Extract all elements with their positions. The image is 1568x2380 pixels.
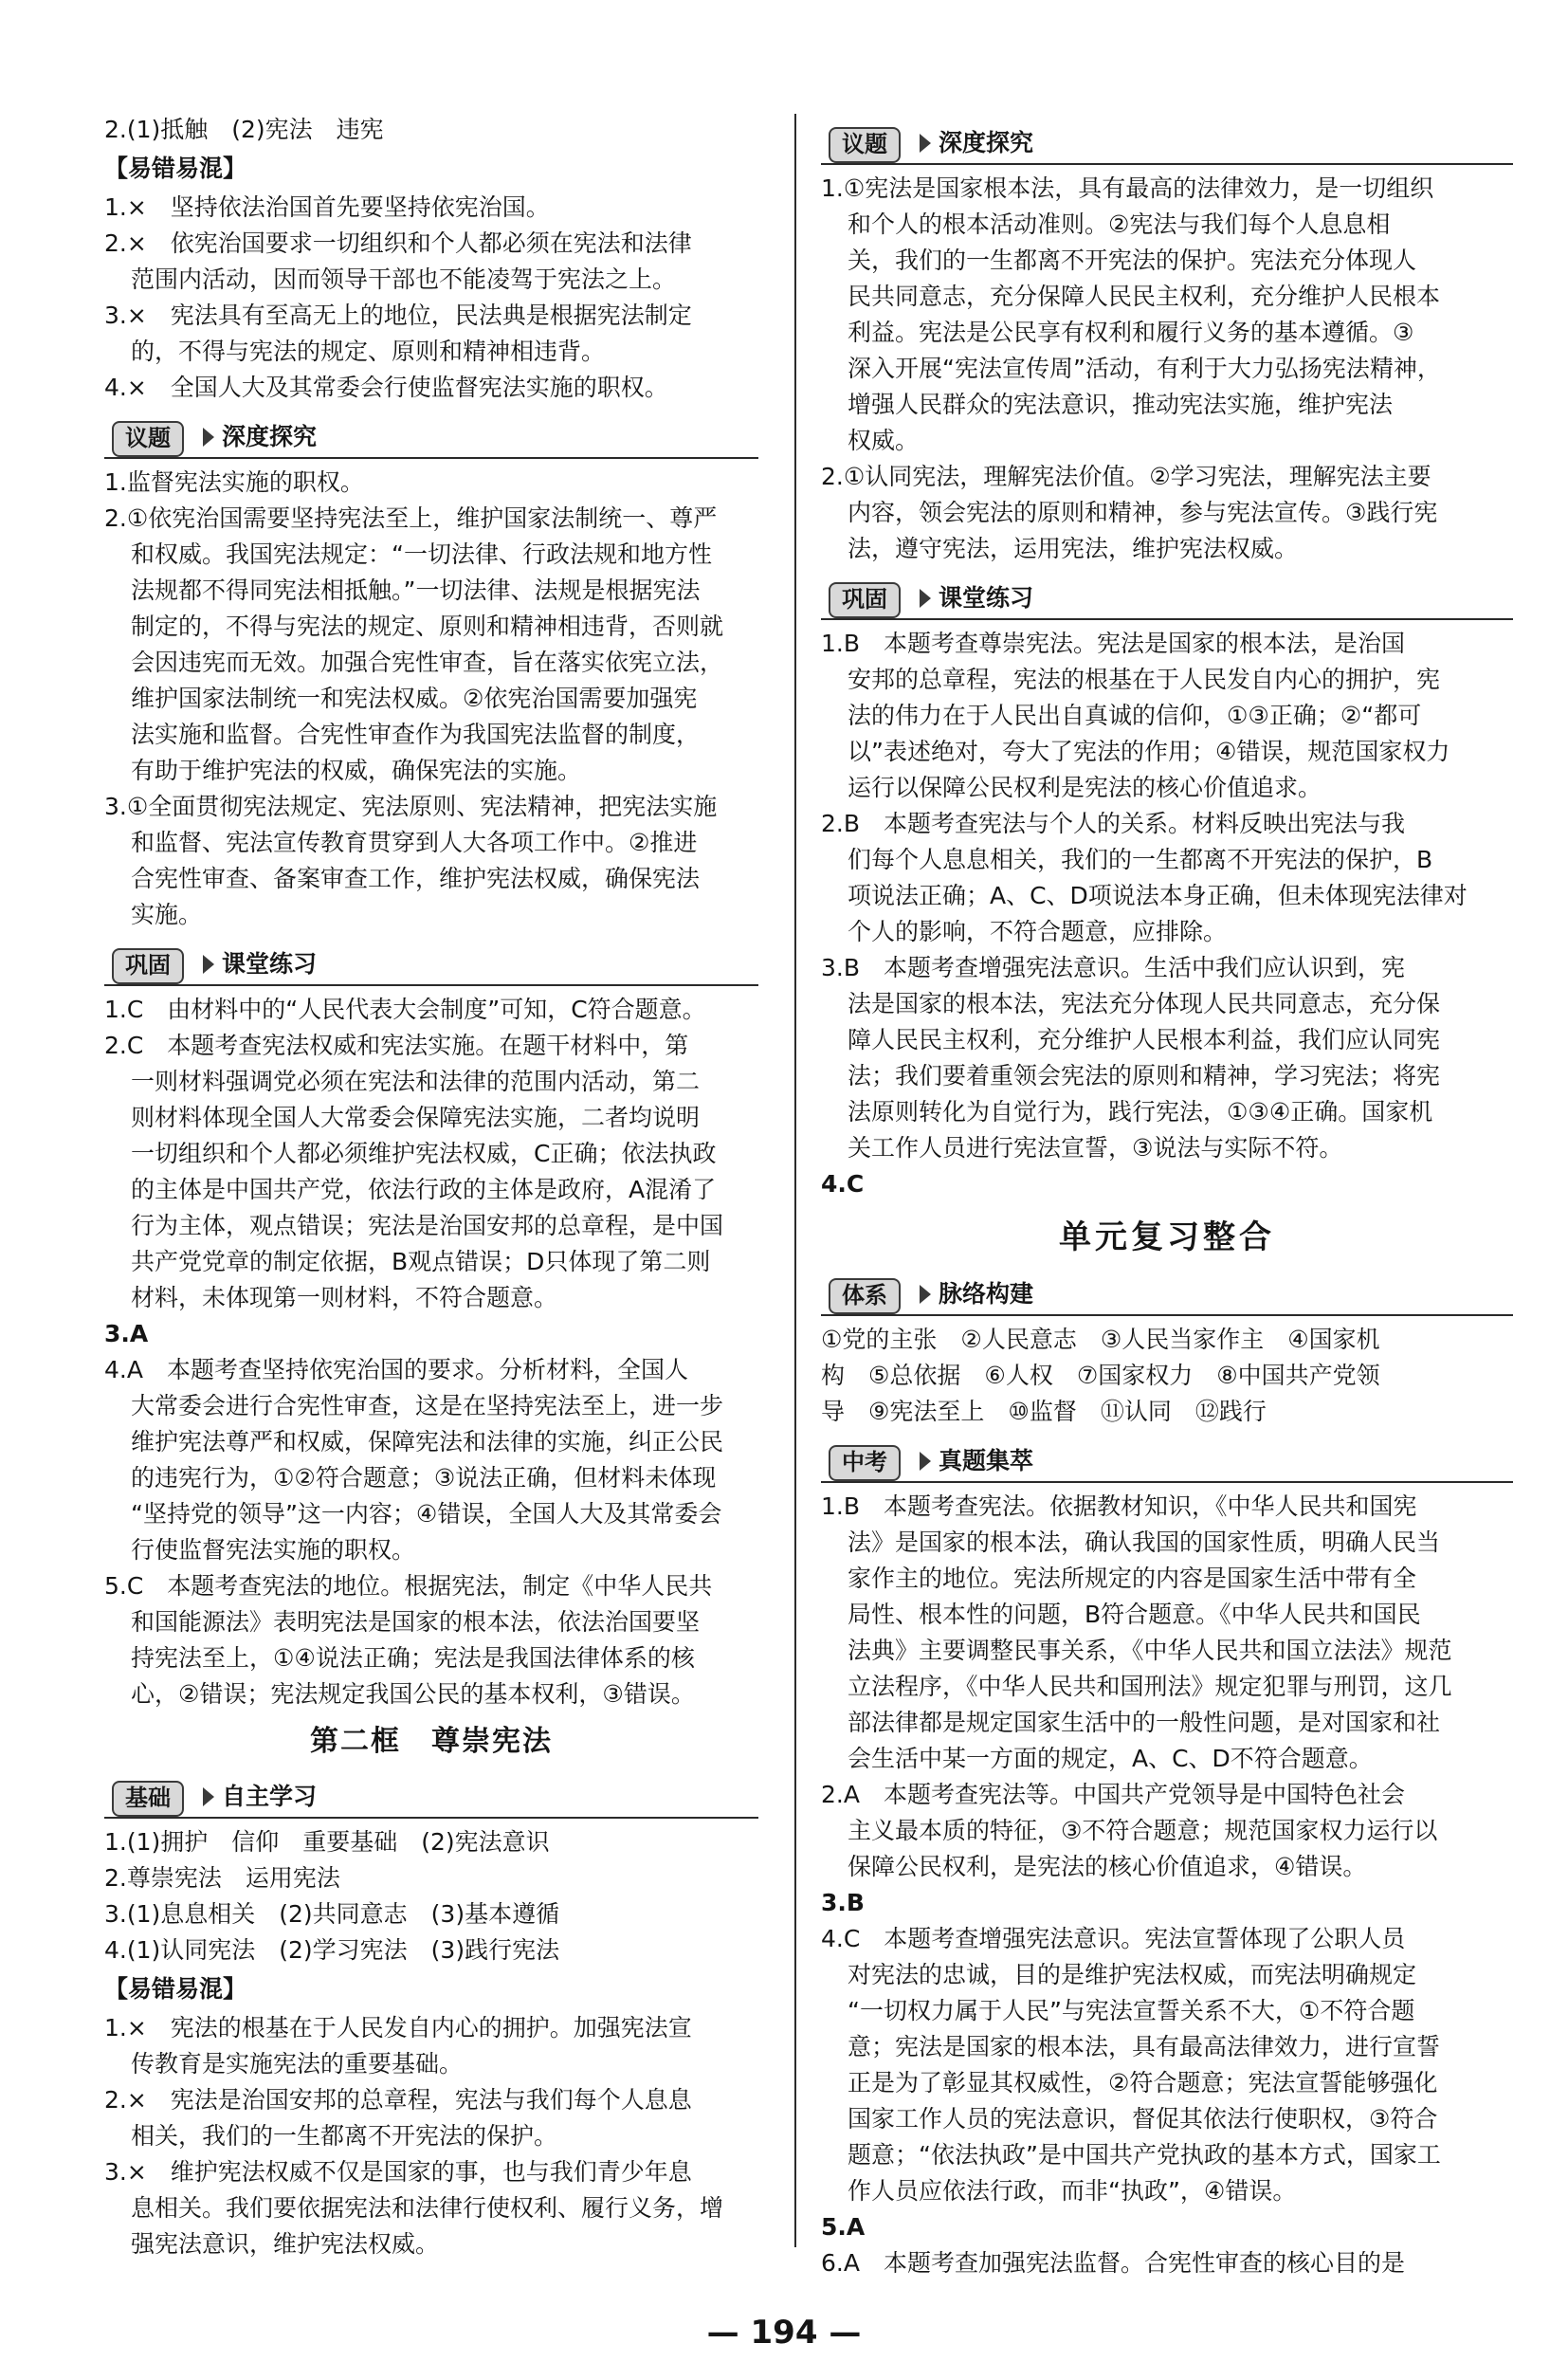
answer-line: 2.× 依宪治国要求一切组织和个人都必须在宪法和法律: [104, 229, 692, 257]
practice-list-2: [821, 626, 1513, 1202]
answer-line: 6.A 本题考查加强宪法监督。合宪性审查的核心目的是: [821, 2249, 1405, 2277]
header-title: 真题集萃: [939, 1447, 1034, 1474]
answer-line: 法原则转化为自觉行为，践行宪法，①③④正确。国家机: [848, 1098, 1433, 1126]
answer-line: 个人的影响，不符合题意，应排除。: [848, 918, 1228, 945]
answer-line: 家作主的地位。宪法所规定的内容是国家生活中带有全: [848, 1565, 1417, 1592]
answer-line: 国家工作人员的宪法意识，督促其依法行使职权，③符合: [848, 2105, 1438, 2133]
header-underline: [821, 163, 1513, 165]
answer-line: 权威。: [848, 427, 920, 454]
answer-line: 1.①宪法是国家根本法，具有最高的法律效力，是一切组织: [821, 174, 1434, 202]
exam-list: [821, 1489, 1513, 2281]
answer-line: 2.尊崇宪法 运用宪法: [104, 1864, 340, 1892]
answer-line: 有助于维护宪法的权威，确保宪法的实施。: [131, 757, 582, 784]
answer-line: 以”表述绝对，夸大了宪法的作用；④错误，规范国家权力: [848, 738, 1450, 765]
answer-line: 立法程序，《中华人民共和国刑法》规定犯罪与刑罚，这几: [848, 1673, 1452, 1700]
answer-line: 内容，领会宪法的原则和精神，参与宪法宣传。③践行宪: [848, 499, 1438, 526]
header-badge: 议题: [112, 421, 184, 457]
answer-line: 2.A 本题考查宪法等。中国共产党领导是中国特色社会: [821, 1781, 1405, 1808]
answer-line: 5.A: [821, 2213, 866, 2241]
basic-list: [104, 1824, 758, 1968]
answer-line: 法》是国家的根本法，确认我国的国家性质，明确人民当: [848, 1529, 1441, 1556]
answer-line: 行为主体，观点错误；宪法是治国安邦的总章程，是中国: [131, 1212, 724, 1239]
answer-line: 强宪法意识，维护宪法权威。: [131, 2230, 440, 2258]
answer-line: 深入开展“宪法宣传周”活动，有利于大力弘扬宪法精神，: [848, 355, 1441, 382]
answer-line: 项说法正确；A、C、D项说法本身正确，但未体现宪法律对: [848, 882, 1468, 909]
answer-line: 法；我们要着重领会宪法的原则和精神，学习宪法；将宪: [848, 1062, 1441, 1089]
answer-line: 障人民民主权利，充分维护人民根本利益，我们应认同宪: [848, 1026, 1441, 1053]
answer-line: 的，不得与宪法的规定、原则和精神相违背。: [131, 338, 606, 365]
answer-line: 1.B 本题考查尊崇宪法。宪法是国家的根本法，是治国: [821, 630, 1406, 657]
answer-line: 5.C 本题考查宪法的地位。根据宪法，制定《中华人民共: [104, 1572, 713, 1600]
deep-inquiry-list-1: [104, 465, 758, 933]
answer-line: 3.(1)息息相关 (2)共同意志 (3)基本遵循: [104, 1900, 560, 1928]
answer-line: 作人员应依法行政，而非“执政”，④错误。: [848, 2177, 1297, 2205]
answer-line: 导 ⑨宪法至上 ⑩监督 ⑪认同 ⑫践行: [821, 1398, 1267, 1425]
answer-line: 4.C: [821, 1170, 865, 1198]
answer-line: 1.× 宪法的根基在于人民发自内心的拥护。加强宪法宣: [104, 2014, 692, 2041]
answer-line: 会生活中某一方面的规定，A、C、D不符合题意。: [848, 1745, 1373, 1772]
answer-line: 相关，我们的一生都离不开宪法的保护。: [131, 2122, 558, 2150]
answer-line: 一切组织和个人都必须维护宪法权威，C正确；依法执政: [131, 1140, 717, 1167]
header-badge: 议题: [829, 127, 901, 163]
section-header-self-study: [104, 1775, 758, 1819]
answer-line: 2.C 本题考查宪法权威和宪法实施。在题干材料中，第: [104, 1032, 689, 1059]
errors-list-2: [104, 2010, 758, 2262]
answer-line: 正是为了彰显其权威性，②符合题意；宪法宣誓能够强化: [848, 2069, 1438, 2096]
tag-easy-mistakes: 【易错易混】: [104, 155, 247, 182]
answer-line: 们每个人息息相关，我们的一生都离不开宪法的保护，B: [848, 846, 1433, 873]
section-header-exam: [821, 1439, 1513, 1483]
answer-line: 安邦的总章程，宪法的根基在于人民发自内心的拥护，宪: [848, 666, 1441, 693]
answer-line: 4.A 本题考查坚持依宪治国的要求。分析材料，全国人: [104, 1356, 688, 1383]
answer-line: 会因违宪而无效。加强合宪性审查，旨在落实依宪立法，: [131, 649, 724, 676]
answer-line: 4.(1)认同宪法 (2)学习宪法 (3)践行宪法: [104, 1936, 560, 1964]
right-column: [821, 121, 1513, 2281]
header-badge: 中考: [829, 1445, 901, 1481]
answer-line: 法，遵守宪法，运用宪法，维护宪法权威。: [848, 535, 1299, 562]
answer-line: 和国能源法》表明宪法是国家的根本法，依法治国要坚: [131, 1608, 701, 1636]
page-number: — 194 —: [706, 2314, 862, 2352]
errors-list-1: [104, 190, 758, 406]
answer-line: 息相关。我们要依据宪法和法律行使权利、履行义务，增: [131, 2194, 724, 2222]
answer-line: 1.监督宪法实施的职权。: [104, 468, 364, 496]
answer-line: 一则材料强调党必须在宪法和法律的范围内活动，第二: [131, 1068, 701, 1095]
answer-line: 3.A: [104, 1320, 149, 1347]
answer-line: 2.①依宪治国需要坚持宪法至上，维护国家法制统一、尊严: [104, 504, 718, 532]
answer-line: 民共同意志，充分保障人民民主权利，充分维护人民根本: [848, 283, 1441, 310]
answer-line: 大常委会进行合宪性审查，这是在坚持宪法至上，进一步: [131, 1392, 724, 1419]
answer-line: 1.B 本题考查宪法。依据教材知识，《中华人民共和国宪: [821, 1492, 1417, 1520]
header-underline: [821, 1314, 1513, 1316]
header-title: 课堂练习: [222, 950, 318, 978]
section-header-class-practice: [821, 577, 1513, 620]
answer-line: 2.(1)抵触 (2)宪法 违宪: [104, 116, 384, 143]
left-column: [104, 112, 758, 2262]
answer-line: 3.①全面贯彻宪法规定、宪法原则、宪法精神，把宪法实施: [104, 793, 718, 820]
deep-inquiry-list-2: [821, 171, 1513, 567]
answer-line: “坚持党的领导”这一内容；④错误，全国人大及其常委会: [131, 1500, 722, 1528]
answer-line: 3.× 宪法具有至高无上的地位，民法典是根据宪法制定: [104, 302, 692, 329]
answer-line: 关，我们的一生都离不开宪法的保护。宪法充分体现人: [848, 247, 1417, 274]
header-title: 深度探究: [222, 423, 318, 450]
answer-line: 心，②错误；宪法规定我国公民的基本权利，③错误。: [131, 1680, 695, 1708]
unit-review-title: 单元复习整合: [1059, 1218, 1275, 1256]
answer-line: 4.C 本题考查增强宪法意识。宪法宣誓体现了公职人员: [821, 1925, 1406, 1952]
tag-easy-mistakes: 【易错易混】: [104, 1975, 247, 2003]
answer-line: 1.C 由材料中的“人民代表大会制度”可知，C符合题意。: [104, 996, 706, 1023]
section-header-class-practice: [104, 943, 758, 986]
answer-line: 2.B 本题考查宪法与个人的关系。材料反映出宪法与我: [821, 810, 1406, 837]
answer-line: 合宪性审查、备案审查工作，维护宪法权威，确保宪法: [131, 865, 701, 892]
answer-line: 构 ⑤总依据 ⑥人权 ⑦国家权力 ⑧中国共产党领: [821, 1362, 1380, 1389]
section-header-system: [821, 1272, 1513, 1316]
answer-line: 题意；“依法执政”是中国共产党执政的基本方式，国家工: [848, 2141, 1441, 2169]
triangle-arrow-icon: [203, 955, 214, 974]
triangle-arrow-icon: [920, 134, 931, 153]
system-list: [821, 1322, 1513, 1430]
answer-line: 和监督、宪法宣传教育贯穿到人大各项工作中。②推进: [131, 829, 698, 856]
answer-line: 1.(1)拥护 信仰 重要基础 (2)宪法意识: [104, 1828, 550, 1856]
answer-line: 2.× 宪法是治国安邦的总章程，宪法与我们每个人息息: [104, 2086, 692, 2114]
answer-line: 4.× 全国人大及其常委会行使监督宪法实施的职权。: [104, 374, 668, 401]
header-badge: 体系: [829, 1278, 901, 1314]
answer-line: 则材料体现全国人大常委会保障宪法实施，二者均说明: [131, 1104, 701, 1131]
answer-line: 意；宪法是国家的根本法，具有最高法律效力，进行宣誓: [848, 2033, 1441, 2060]
answer-line: 保障公民权利，是宪法的核心价值追求，④错误。: [848, 1853, 1367, 1880]
answer-line: 材料，未体现第一则材料，不符合题意。: [131, 1284, 558, 1311]
answer-line: 部法律都是规定国家生活中的一般性问题，是对国家和社: [848, 1709, 1441, 1736]
answer-line: 对宪法的忠诚，目的是维护宪法权威，而宪法明确规定: [848, 1961, 1417, 1988]
answer-line: 法是国家的根本法，宪法充分体现人民共同意志，充分保: [848, 990, 1441, 1017]
header-badge: 基础: [112, 1781, 184, 1817]
section-header-deep-inquiry: [821, 121, 1513, 165]
answer-line: 关工作人员进行宪法宣誓，③说法与实际不符。: [848, 1134, 1343, 1162]
header-title: 脉络构建: [939, 1280, 1034, 1308]
section-header-deep-inquiry: [104, 415, 758, 459]
answer-line: ①党的主张 ②人民意志 ③人民当家作主 ④国家机: [821, 1326, 1380, 1353]
answer-line: 3.× 维护宪法权威不仅是国家的事，也与我们青少年息: [104, 2158, 692, 2186]
answer-line: 局性、根本性的问题，B符合题意。《中华人民共和国民: [848, 1601, 1421, 1628]
triangle-arrow-icon: [203, 428, 214, 447]
header-title: 自主学习: [222, 1783, 318, 1810]
answer-line: 主义最本质的特征，③不符合题意；规范国家权力运行以: [848, 1817, 1438, 1844]
answer-line: 法的伟力在于人民出自真诚的信仰，①③正确；②“都可: [848, 702, 1422, 729]
header-underline: [104, 457, 758, 459]
answer-line: 3.B: [821, 1889, 865, 1916]
answer-line: 增强人民群众的宪法意识，推动宪法实施，维护宪法: [848, 391, 1394, 418]
answer-line: 持宪法至上，①④说法正确；宪法是我国法律体系的核: [131, 1644, 695, 1672]
answer-line: 利益。宪法是公民享有权利和履行义务的基本遵循。③: [848, 319, 1414, 346]
column-divider: [794, 114, 796, 2247]
triangle-arrow-icon: [920, 1452, 931, 1471]
answer-line: 2.①认同宪法，理解宪法价值。②学习宪法，理解宪法主要: [821, 463, 1431, 490]
answer-line: 运行以保障公民权利是宪法的核心价值追求。: [848, 774, 1322, 801]
answer-line: 共产党党章的制定依据，B观点错误；D只体现了第二则: [131, 1248, 711, 1275]
answer-line: 1.× 坚持依法治国首先要坚持依宪治国。: [104, 193, 550, 221]
triangle-arrow-icon: [920, 1285, 931, 1304]
triangle-arrow-icon: [203, 1787, 214, 1806]
answer-line: 传教育是实施宪法的重要基础。: [131, 2050, 464, 2078]
answer-line: 法规都不得同宪法相抵触。”一切法律、法规是根据宪法: [131, 577, 701, 604]
header-underline: [104, 984, 758, 986]
answer-line: 实施。: [131, 901, 203, 928]
answer-line: 维护宪法尊严和权威，保障宪法和法律的实施，纠正公民: [131, 1428, 724, 1455]
answer-line: 范围内活动，因而领导干部也不能凌驾于宪法之上。: [131, 265, 677, 293]
answer-line: “一切权力属于人民”与宪法宣誓关系不大，①不符合题: [848, 1997, 1415, 2024]
header-badge: 巩固: [112, 948, 184, 984]
answer-line: 行使监督宪法实施的职权。: [131, 1536, 416, 1564]
header-badge: 巩固: [829, 582, 901, 618]
header-title: 课堂练习: [939, 584, 1034, 612]
answer-line: 法实施和监督。合宪性审查作为我国宪法监督的制度，: [131, 721, 701, 748]
answer-line: 法典》主要调整民事关系，《中华人民共和国立法法》规范: [848, 1637, 1452, 1664]
answer-line: 维护国家法制统一和宪法权威。②依宪治国需要加强宪: [131, 685, 698, 712]
practice-list-1: [104, 992, 758, 1712]
header-title: 深度探究: [939, 129, 1034, 156]
header-underline: [104, 1817, 758, 1819]
subsection-title: 第二框 尊崇宪法: [310, 1725, 553, 1758]
answer-line: 和权威。我国宪法规定：“一切法律、行政法规和地方性: [131, 540, 712, 568]
answer-line: 和个人的根本活动准则。②宪法与我们每个人息息相: [848, 211, 1391, 238]
answer-line: 的主体是中国共产党，依法行政的主体是政府，A混淆了: [131, 1176, 717, 1203]
triangle-arrow-icon: [920, 589, 931, 608]
answer-line: 制定的，不得与宪法的规定、原则和精神相违背，否则就: [131, 613, 724, 640]
answer-line: 3.B 本题考查增强宪法意识。生活中我们应认识到，宪: [821, 954, 1406, 981]
header-underline: [821, 1481, 1513, 1483]
answer-line: 的违宪行为，①②符合题意；③说法正确，但材料未体现: [131, 1464, 717, 1492]
header-underline: [821, 618, 1513, 620]
